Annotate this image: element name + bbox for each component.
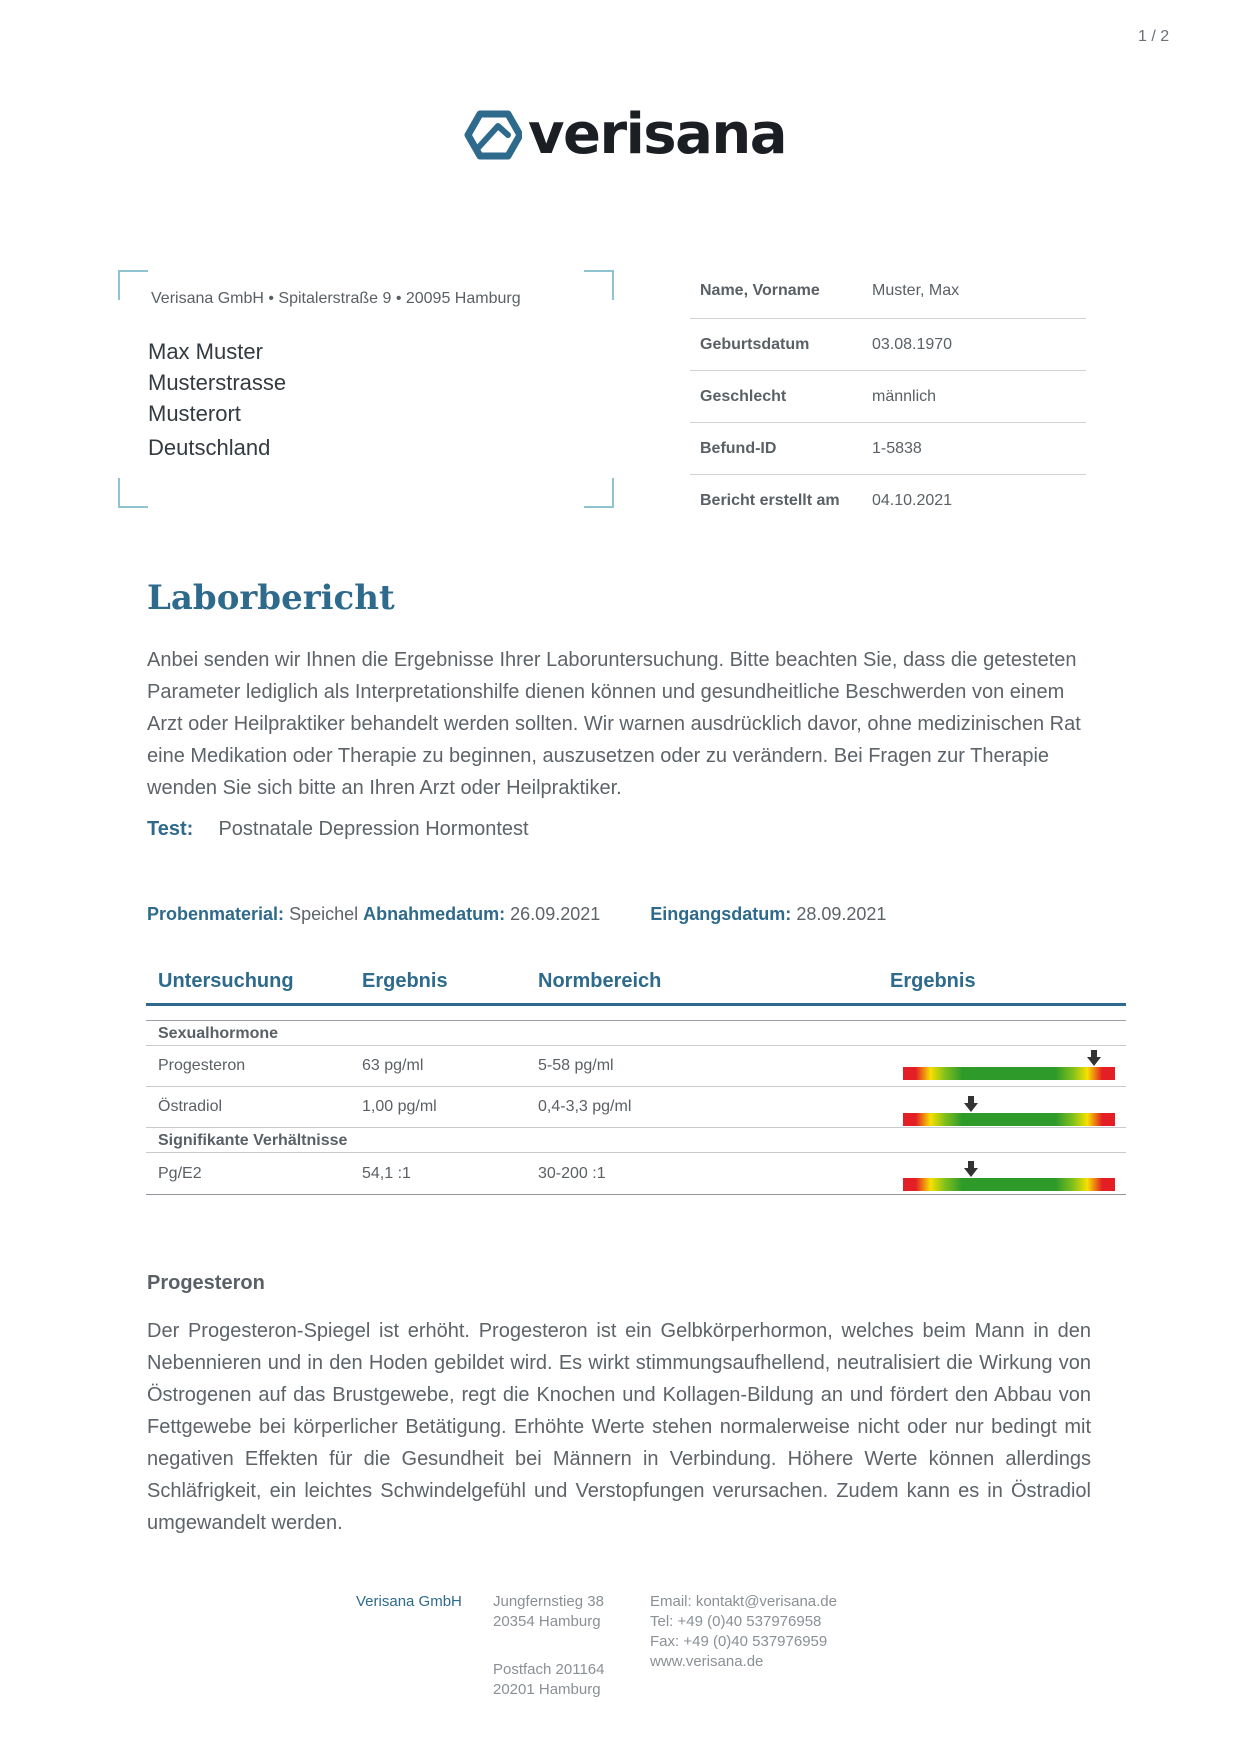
address-window-corner [584, 478, 614, 508]
footer-company: Verisana GmbH [356, 1593, 462, 1610]
page-number: 1 / 2 [1138, 28, 1170, 45]
test-value: Postnatale Depression Hormontest [218, 818, 529, 840]
test-result: 1,00 pg/ml [362, 1098, 437, 1115]
test-range: 30-200 :1 [538, 1164, 606, 1182]
gauge-bar [903, 1067, 1115, 1080]
info-value: männlich [872, 387, 937, 405]
info-value: 04.10.2021 [872, 492, 953, 509]
receipt-value: 28.09.2021 [796, 904, 887, 924]
company-logo [464, 100, 786, 170]
footer-email[interactable]: Email: kontakt@verisana.de [650, 1593, 837, 1610]
results-header-row [146, 960, 1126, 1006]
arrow-down-icon [1087, 1050, 1101, 1066]
recipient-name: Max Muster [148, 339, 263, 364]
footer-postfach [493, 1660, 604, 1700]
footer-postfach-line: Postfach 201164 [493, 1661, 605, 1678]
info-row [690, 268, 1086, 319]
group-name: Signifikante Verhältnisse [158, 1132, 348, 1149]
result-gauge [903, 1112, 1115, 1126]
test-name: Progesteron [158, 1057, 246, 1074]
header-separator [146, 1006, 1126, 1021]
test-range: 5-58 pg/ml [538, 1057, 614, 1074]
info-label: Geburtsdatum [700, 335, 810, 353]
group-row [146, 1128, 1126, 1153]
info-value: Muster, Max [872, 282, 960, 299]
table-row [146, 1046, 1126, 1087]
header-normbereich: Normbereich [538, 970, 662, 992]
section-text-progesteron: Der Progesteron-Spiegel ist erhöht. Progesteron ist ein Gelbkörperhormon, welches beim Mann in den Nebennieren und in den Hoden gebildet wird. Es wirkt stimmungsaufhellend, neutralisiert die Wirkung von Östrogenen auf das Brustgewebe, regt die Knochen und Kollagen-Bildung an und fördert den Abbau von Fettgewebe bei körperlicher Betätigung. Erhöhte Werte stehen normalerweise nicht oder nur bedingt mit negativen Effekten für die Gesundheit bei Männern in Verbindung. Höhere Werte können allerdings Schläfrigkeit, ein leichtes Schwindelgefühl und Verstopfungen verursachen. Zudem kann es in Östradiol umgewandelt werden. [147, 1320, 1091, 1534]
address-window-corner [118, 478, 148, 508]
receipt-label: Eingangsdatum: [650, 904, 792, 924]
test-range: 0,4-3,3 pg/ml [538, 1098, 632, 1115]
info-label: Name, Vorname [700, 282, 820, 299]
recipient-city: Musterort [148, 401, 241, 426]
report-title: Laborbericht [147, 578, 395, 618]
recipient-street: Musterstrasse [148, 370, 287, 395]
footer-fax: Fax: +49 (0)40 537976959 [650, 1633, 828, 1650]
group-row [146, 1021, 1126, 1046]
test-name: Östradiol [158, 1098, 223, 1115]
footer-tel: Tel: +49 (0)40 537976958 [650, 1613, 822, 1630]
test-result: 63 pg/ml [362, 1057, 424, 1074]
test-line [147, 818, 529, 841]
header-untersuchung: Untersuchung [158, 970, 294, 992]
sample-info-line [147, 904, 886, 925]
material-value: Speichel [289, 904, 359, 924]
info-label: Geschlecht [700, 387, 787, 405]
footer-contact [650, 1592, 837, 1672]
footer-postfach-line: 20201 Hamburg [493, 1681, 601, 1698]
info-row [690, 319, 1086, 371]
header-ergebnis-gauge: Ergebnis [890, 970, 976, 992]
result-gauge [903, 1066, 1115, 1080]
info-row [690, 475, 1086, 527]
arrow-down-icon [964, 1096, 978, 1112]
info-label: Bericht erstellt am [700, 492, 840, 509]
patient-info-table [690, 268, 1086, 527]
info-value: 03.08.1970 [872, 335, 953, 353]
results-table [146, 960, 1126, 1195]
section-title-progesteron: Progesteron [147, 1272, 265, 1294]
group-name: Sexualhormone [158, 1025, 279, 1042]
material-label: Probenmaterial: [147, 904, 285, 924]
recipient-country: Deutschland [148, 435, 271, 460]
test-result: 54,1 :1 [362, 1164, 411, 1182]
table-row [146, 1153, 1126, 1195]
intro-paragraph: Anbei senden wir Ihnen die Ergebnisse Ihrer Laboruntersuchung. Bitte beachten Sie, dass die getesteten Parameter lediglich als Interpretationshilfe dienen können und gesundheitliche Beschwerden von einem Arzt oder Heilpraktiker behandelt werden sollten. Wir warnen ausdrücklich davor, ohne medizinischen Rat eine Medikation oder Therapie zu beginnen, auszusetzen oder zu verändern. Bei Fragen zur Therapie wenden Sie sich bitte an Ihren Arzt oder Heilpraktiker. [147, 649, 1081, 799]
address-window-corner [118, 270, 148, 300]
footer-address [493, 1592, 604, 1632]
gauge-bar [903, 1178, 1115, 1191]
arrow-down-icon [964, 1161, 978, 1177]
result-gauge [903, 1177, 1115, 1191]
test-label: Test: [147, 818, 194, 840]
table-row [146, 1087, 1126, 1128]
collection-label: Abnahmedatum: [363, 904, 506, 924]
sender-address-line: Verisana GmbH • Spitalerstraße 9 • 20095 Hamburg [151, 290, 521, 307]
collection-value: 26.09.2021 [510, 904, 601, 924]
info-value: 1-5838 [872, 439, 922, 457]
footer-web-link[interactable]: www.verisana.de [650, 1653, 764, 1670]
info-label: Befund-ID [700, 439, 777, 457]
test-name: Pg/E2 [158, 1164, 202, 1182]
header-ergebnis: Ergebnis [362, 970, 448, 992]
info-row [690, 371, 1086, 423]
logo-wordmark: verisana [528, 102, 787, 167]
verisana-hexagon-icon [464, 108, 522, 162]
info-row [690, 423, 1086, 475]
address-window-corner [584, 270, 614, 300]
footer-address-line: Jungfernstieg 38 [493, 1593, 604, 1610]
recipient-address [148, 336, 286, 463]
gauge-bar [903, 1113, 1115, 1126]
footer-address-line: 20354 Hamburg [493, 1613, 601, 1630]
